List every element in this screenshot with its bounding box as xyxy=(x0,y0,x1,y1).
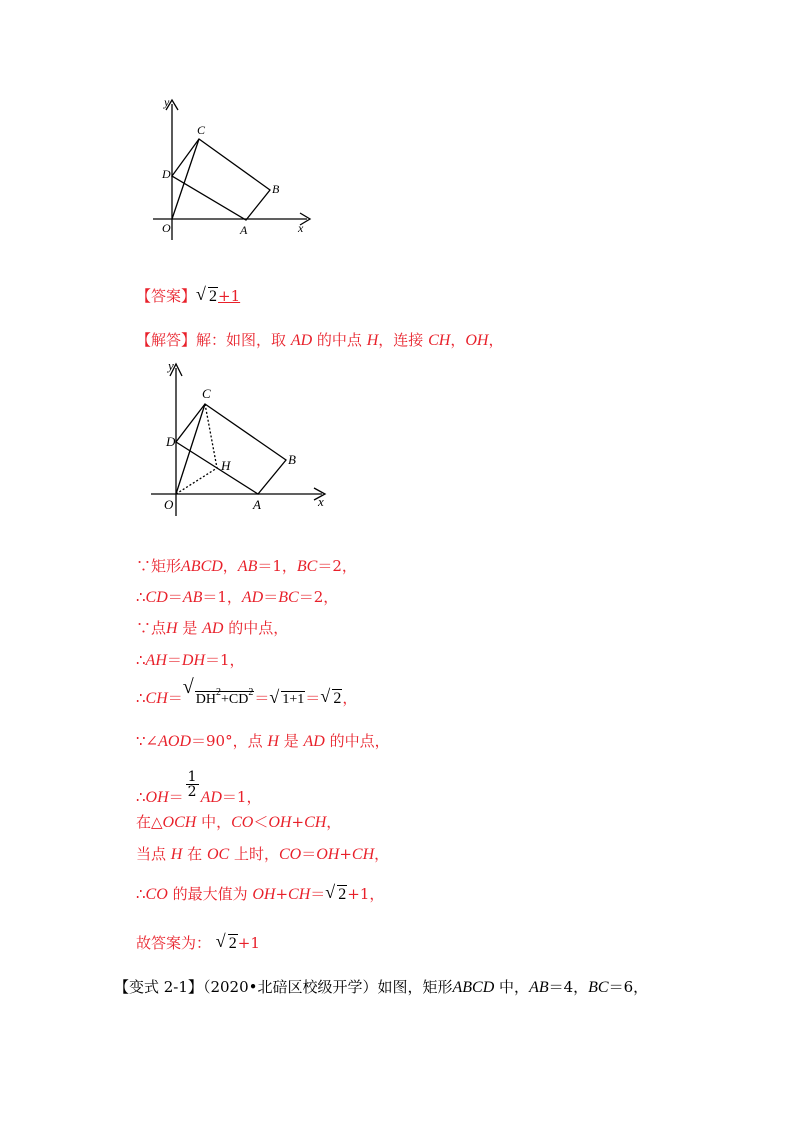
fig1-label-y: y xyxy=(164,95,170,109)
final-answer: 故答案为： √ 2+1 xyxy=(136,931,260,952)
step-5: ∴CH＝ √ $DH^2+CD^2=$ √ 1+1＝ √ 2， xyxy=(136,683,357,710)
sqrt-1-plus-1: √ 1+1 xyxy=(269,687,305,707)
figure-2 xyxy=(148,354,333,519)
variant-line: 【变式 2-1】（2020•北碚区校级开学）如图，矩形ABCD 中，AB＝4，BC＝6， xyxy=(114,978,649,996)
answer-bracket: 【答案】 xyxy=(136,287,197,305)
fig2-label-c: C xyxy=(202,386,211,401)
fig1-label-a: A xyxy=(240,223,248,237)
fig2-label-a: A xyxy=(253,497,261,512)
step-1: ∵矩形ABCD，AB＝1，BC＝2， xyxy=(136,557,357,575)
step-4: ∴AH＝DH＝1， xyxy=(136,651,245,669)
fig2-label-b: B xyxy=(288,452,296,467)
answer-line xyxy=(136,286,240,307)
sqrt-2-final: √ 2 xyxy=(215,931,237,952)
answer-tail: +1 xyxy=(218,287,241,305)
fig2-label-o: O xyxy=(164,497,174,512)
step-10: ∴CO 的最大值为 OH+CH＝ √ 2+1， xyxy=(136,882,385,903)
fig1-label-d: D xyxy=(162,167,171,181)
step-6: ∵∠AOD＝90°，点 H 是 AD 的中点， xyxy=(136,732,390,750)
answer-sqrt: √ 2 xyxy=(196,284,218,305)
fig2-label-d: D xyxy=(166,434,176,449)
fraction-one-half: $\frac{1}{2}$ xyxy=(187,769,197,800)
sqrt-dh-cd: √ $DH^2+CD^2$ xyxy=(182,676,254,707)
fig2-label-x: x xyxy=(318,494,324,509)
fig2-label-y: y xyxy=(168,358,174,373)
step-8: 在△OCH 中，CO＜OH+CH， xyxy=(136,813,342,831)
step-7: ∴OH＝ $\frac{1}{2}$ AD＝1， xyxy=(136,769,262,806)
fig1-label-c: C xyxy=(197,123,206,137)
solution-line: 【解答】解：如图，取 AD 的中点 H，连接 CH，OH， xyxy=(136,331,504,349)
fig2-label-h: H xyxy=(221,458,231,473)
sqrt-2-max: √ 2 xyxy=(325,882,347,903)
figure-1 xyxy=(150,92,320,244)
variant-bracket: 【变式 2-1】 xyxy=(114,978,203,996)
fig1-label-x: x xyxy=(298,221,304,235)
step-2: ∴CD＝AB＝1，AD＝BC＝2， xyxy=(136,588,339,606)
step-3: ∵点H 是 AD 的中点， xyxy=(136,619,289,637)
sqrt-2: √ 2 xyxy=(320,686,342,707)
fig1-label-o: O xyxy=(162,221,171,235)
fig1-label-b: B xyxy=(272,182,280,196)
step-9: 当点 H 在 OC 上时，CO＝OH+CH， xyxy=(136,845,390,863)
